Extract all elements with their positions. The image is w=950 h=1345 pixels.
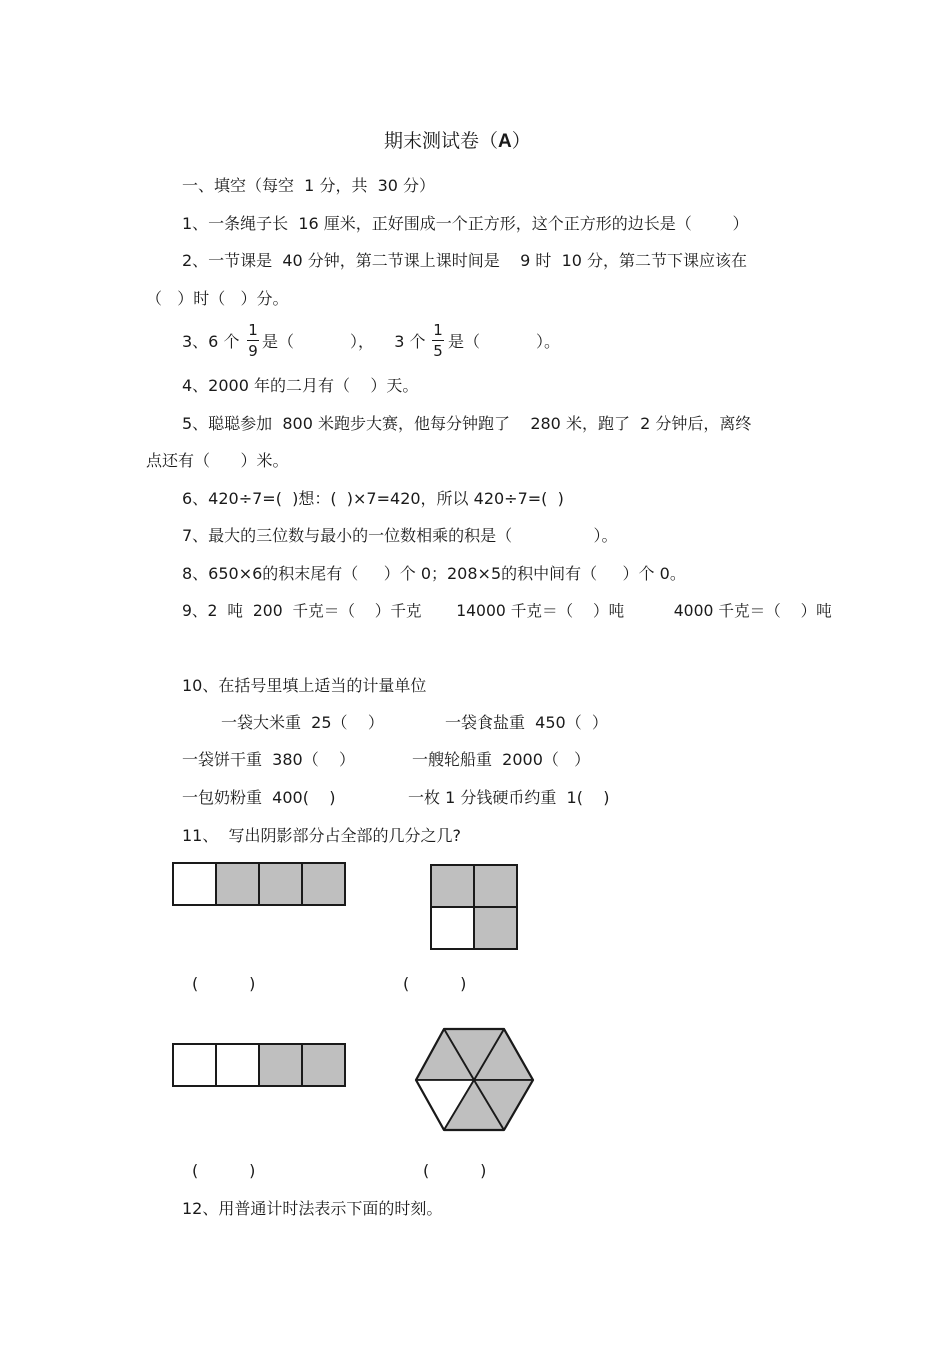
unit-item: 一袋食盐重 450（ ） xyxy=(445,713,608,732)
answer-blank-4: ( ) xyxy=(423,1161,487,1180)
fraction-2-denominator: 5 xyxy=(433,342,443,360)
answer-blank-2: ( ) xyxy=(403,974,467,993)
shaded-strip-figure-2 xyxy=(172,1043,346,1087)
question-3-prefix: 3、6 个 xyxy=(182,332,240,351)
answer-blank-1: ( ) xyxy=(192,974,256,993)
strip-cell xyxy=(173,1044,216,1086)
strip-cell-shaded xyxy=(302,1044,345,1086)
question-8: 8、650×6的积末尾有（ ）个 0；208×5的积中间有（ ）个 0。 xyxy=(182,564,686,583)
strip-cell-shaded xyxy=(259,863,302,905)
square-cell-shaded xyxy=(431,865,474,907)
strip-cell-shaded xyxy=(259,1044,302,1086)
page-title: 期末测试卷（A） xyxy=(384,130,531,152)
strip-cell-shaded xyxy=(216,863,259,905)
question-6: 6、420÷7=( )想：( )×7=420，所以 420÷7=( ) xyxy=(182,489,564,508)
question-5-line-1: 5、聪聪参加 800 米跑步大赛，他每分钟跑了 280 米，跑了 2 分钟后，离终 xyxy=(182,414,752,433)
unit-item: 一包奶粉重 400( ) xyxy=(182,788,336,807)
answer-blank-3: ( ) xyxy=(192,1161,256,1180)
question-1: 1、一条绳子长 16 厘米，正好围成一个正方形，这个正方形的边长是（ ） xyxy=(182,214,749,233)
square-cell-shaded xyxy=(474,907,517,949)
unit-item: 一袋大米重 25（ ） xyxy=(221,713,384,732)
question-5-line-2: 点还有（ ）米。 xyxy=(146,451,289,470)
question-4: 4、2000 年的二月有（ ）天。 xyxy=(182,376,419,395)
question-9: 9、2 吨 200 千克＝（ ）千克 14000 千克＝（ ）吨 4000 千克＝（ ）吨 xyxy=(182,602,832,620)
strip-cell-shaded xyxy=(302,863,345,905)
unit-item: 一艘轮船重 2000（ ） xyxy=(412,750,591,769)
question-3-suffix: 是（ ）。 xyxy=(448,332,560,351)
question-11-heading: 11、 写出阴影部分占全部的几分之几? xyxy=(182,826,462,845)
square-cell xyxy=(431,907,474,949)
shaded-strip-figure-1 xyxy=(172,862,346,906)
section-heading: 一、填空（每空 1 分，共 30 分） xyxy=(182,176,436,195)
question-7: 7、最大的三位数与最小的一位数相乘的积是（ ）。 xyxy=(182,526,618,545)
strip-cell xyxy=(216,1044,259,1086)
unit-item: 一袋饼干重 380（ ） xyxy=(182,750,356,769)
unit-item: 一枚 1 分钱硬币约重 1( ) xyxy=(408,788,610,807)
question-10-heading: 10、在括号里填上适当的计量单位 xyxy=(182,676,427,695)
question-2-line-2: （ ）时（ ）分。 xyxy=(146,289,289,308)
shaded-square-figure xyxy=(430,864,520,952)
fraction-1-numerator: 1 xyxy=(248,321,258,339)
strip-cell xyxy=(173,863,216,905)
question-3-middle: 是（ ）， 3 个 xyxy=(262,332,426,351)
fraction-2-bar xyxy=(432,340,444,341)
fraction-1-denominator: 9 xyxy=(248,342,258,360)
square-cell-shaded xyxy=(474,865,517,907)
question-12: 12、用普通计时法表示下面的时刻。 xyxy=(182,1199,443,1218)
question-2-line-1: 2、一节课是 40 分钟，第二节课上课时间是 9 时 10 分，第二节下课应该在 xyxy=(182,251,748,270)
shaded-hexagon-figure xyxy=(414,1026,536,1134)
fraction-1-bar xyxy=(247,340,259,341)
fraction-2-numerator: 1 xyxy=(433,321,443,339)
